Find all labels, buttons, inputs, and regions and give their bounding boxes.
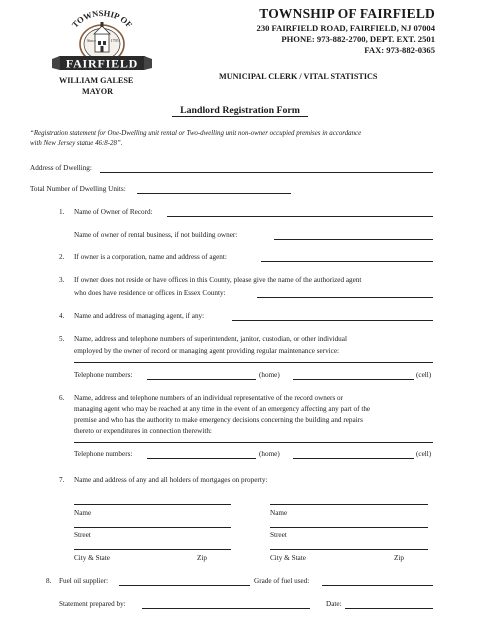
- mortgage-2-city-label: City & State: [270, 554, 306, 562]
- org-name: TOWNSHIP OF FAIRFIELD: [259, 6, 435, 21]
- item-7-label: Name and address of any and all holders of mortgages on property:: [74, 476, 268, 484]
- corporation-agent-field[interactable]: [261, 261, 433, 262]
- fuel-supplier-field[interactable]: [119, 585, 250, 586]
- item-6-line-2: managing agent who may be reached at any time in the event of an emergency affecting any part of the: [74, 405, 371, 413]
- mortgage-1-name-field[interactable]: [74, 504, 231, 505]
- item-2-label: If owner is a corporation, name and address of agent:: [74, 253, 227, 261]
- date-label: Date:: [326, 600, 342, 608]
- item-8-number: 8.: [46, 577, 52, 585]
- managing-agent-field[interactable]: [232, 320, 433, 321]
- item-5-cell-label: (cell): [416, 371, 432, 379]
- township-seal-logo: [52, 10, 152, 72]
- item-6-home-label: (home): [259, 450, 280, 458]
- item-4-label: Name and address of managing agent, if any:: [74, 312, 205, 320]
- item-5-home-phone-field[interactable]: [147, 379, 256, 380]
- prepared-by-label: Statement prepared by:: [59, 600, 126, 608]
- item-6-home-phone-field[interactable]: [147, 458, 256, 459]
- item-3-line-1: If owner does not reside or have offices in this County, please give the name of the authorized agent: [74, 276, 362, 284]
- address-label: Address of Dwelling:: [30, 164, 92, 172]
- item-6-number: 6.: [59, 394, 65, 402]
- mortgage-1-street-label: Street: [74, 531, 91, 539]
- intro-line-2: with New Jersey statue 46:8-28”.: [30, 140, 123, 147]
- mortgage-2-street-label: Street: [270, 531, 287, 539]
- org-fax: FAX: 973-882-0365: [364, 45, 435, 55]
- department-name: MUNICIPAL CLERK / VITAL STATISTICS: [219, 72, 378, 81]
- mortgage-2-street-field[interactable]: [270, 527, 428, 528]
- item-1-sub-label: Name of owner of rental business, if not building owner:: [74, 231, 238, 239]
- item-6-cell-label: (cell): [416, 450, 432, 458]
- item-2-number: 2.: [59, 253, 65, 261]
- org-address: 230 FAIRFIELD ROAD, FAIRFIELD, NJ 07004: [256, 23, 435, 33]
- seal-arc-text: TOWNSHIP OF: [69, 10, 135, 30]
- item-1-label: Name of Owner of Record:: [74, 208, 153, 216]
- item-6-line-3: premise and who has the authority to make emergency decisions concerning the building and repairs: [74, 416, 363, 424]
- item-4-number: 4.: [59, 312, 65, 320]
- item-6-line-4: thereto or expenditures in connection therewith:: [74, 427, 212, 435]
- mortgage-1-city-field[interactable]: [74, 549, 231, 550]
- seal-since: Since: [87, 38, 96, 43]
- mortgage-1-city-label: City & State: [74, 554, 110, 562]
- fuel-grade-label: Grade of fuel used:: [254, 577, 310, 585]
- mortgage-1-street-field[interactable]: [74, 527, 231, 528]
- mortgage-2-name-label: Name: [270, 509, 288, 517]
- mortgage-1-zip-label: Zip: [197, 554, 207, 562]
- item-5-line-1: Name, address and telephone numbers of superintendent, janitor, custodian, or other individual: [74, 335, 347, 343]
- item-5-phone-label: Telephone numbers:: [74, 371, 133, 379]
- mortgage-2-zip-label: Zip: [394, 554, 404, 562]
- address-field[interactable]: [100, 172, 433, 173]
- item-5-cell-phone-field[interactable]: [293, 379, 414, 380]
- authorized-agent-field[interactable]: [257, 297, 433, 298]
- seal-banner-text: FAIRFIELD: [65, 56, 139, 71]
- seal-year: 1795: [110, 38, 119, 43]
- owner-of-record-field[interactable]: [167, 216, 433, 217]
- total-units-label: Total Number of Dwelling Units:: [30, 185, 126, 193]
- form-title: Landlord Registration Form: [180, 105, 300, 116]
- item-5-line-2: employed by the owner of record or managing agent providing regular maintenance service:: [74, 347, 340, 355]
- mayor-name: WILLIAM GALESE: [59, 76, 134, 85]
- total-units-field[interactable]: [137, 193, 291, 194]
- item-1-number: 1.: [59, 208, 65, 216]
- intro-line-1: “Registration statement for One-Dwelling unit rental or Two-dwelling unit non-owner occupied premises in accordance: [30, 130, 362, 137]
- item-5-home-label: (home): [259, 371, 280, 379]
- item-6-phone-label: Telephone numbers:: [74, 450, 133, 458]
- org-phone: PHONE: 973-882-2700, DEPT. EXT. 2501: [281, 34, 435, 44]
- mortgage-2-city-field[interactable]: [270, 549, 428, 550]
- date-field[interactable]: [345, 608, 433, 609]
- item-7-number: 7.: [59, 476, 65, 484]
- item-3-number: 3.: [59, 276, 65, 284]
- mortgage-1-name-label: Name: [74, 509, 92, 517]
- fuel-grade-field[interactable]: [322, 585, 433, 586]
- item-5-number: 5.: [59, 335, 65, 343]
- prepared-by-field[interactable]: [142, 608, 310, 609]
- superintendent-field[interactable]: [74, 362, 433, 363]
- item-6-line-1: Name, address and telephone numbers of an individual representative of the record owners or: [74, 394, 344, 402]
- mortgage-2-name-field[interactable]: [270, 504, 428, 505]
- mayor-title: MAYOR: [82, 87, 114, 96]
- title-underline: [172, 116, 308, 117]
- item-3-line-2: who does have residence or offices in Essex County:: [74, 289, 226, 297]
- fuel-supplier-label: Fuel oil supplier:: [59, 577, 109, 585]
- rental-business-owner-field[interactable]: [274, 239, 433, 240]
- emergency-representative-field[interactable]: [74, 442, 433, 443]
- item-6-cell-phone-field[interactable]: [293, 458, 414, 459]
